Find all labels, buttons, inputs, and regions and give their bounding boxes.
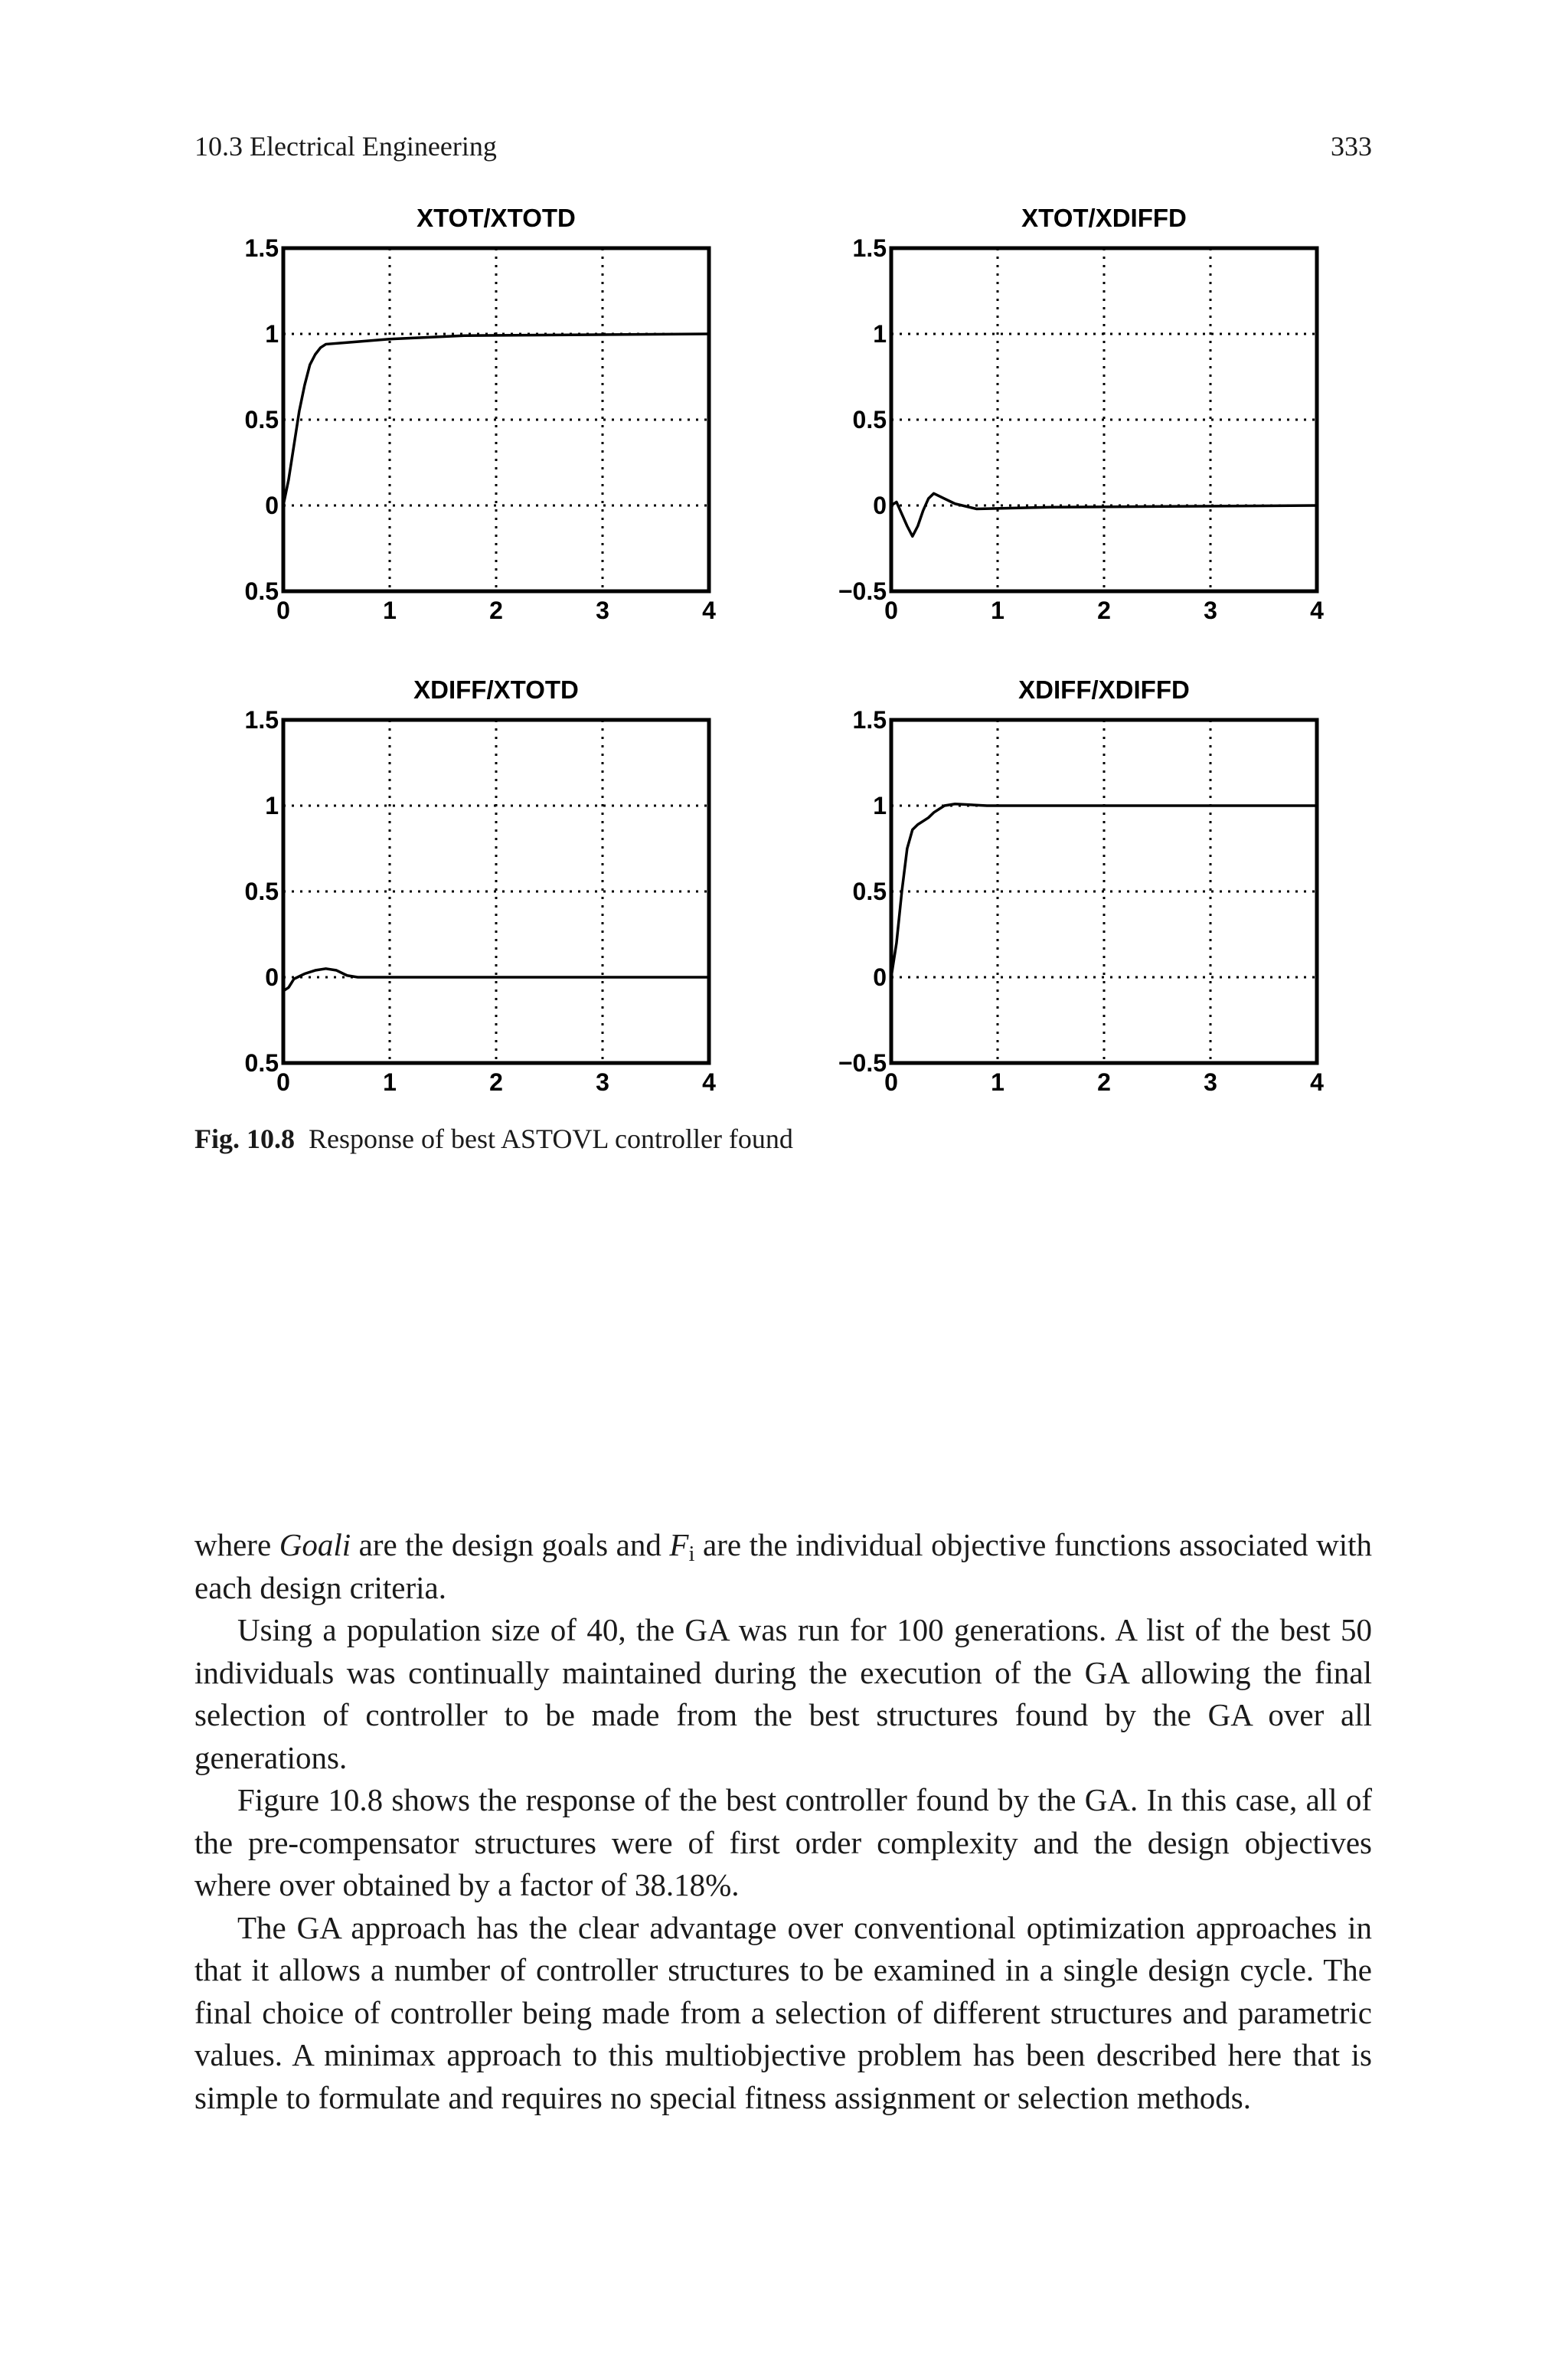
- page-number: 333: [1331, 131, 1372, 162]
- y-tick-label: 1.5: [244, 706, 279, 734]
- paragraph-text: Figure 10.8 shows the response of the best controller found by the GA. In this case, all of the pre-compensator structures were of first order complexity and the design objectives where over obtained by a factor of 38.18%.: [194, 1782, 1372, 1902]
- y-tick-label: 1: [265, 792, 279, 819]
- chart-title: XDIFF/XDIFFD: [1018, 675, 1190, 704]
- chart-panel: [838, 204, 1324, 624]
- paragraph: [194, 1609, 1372, 1779]
- y-tick-label: 1.5: [244, 234, 279, 262]
- y-tick-label: 1: [873, 320, 887, 348]
- x-tick-label: 2: [1097, 597, 1111, 624]
- figure-caption: [194, 1120, 1372, 1158]
- x-tick-label: 4: [1310, 1068, 1324, 1096]
- x-tick-label: 4: [702, 597, 716, 624]
- paragraph-text: i: [688, 1542, 695, 1567]
- y-tick-label: 0: [873, 492, 887, 519]
- paragraph-text: The GA approach has the clear advantage over conventional optimization approaches in that it allows a number of controller structures to be examined in a single design cycle. The final choice of controller being made from a selection of different structures and parametric values. A minimax approach to this multiobjective problem has been described here that is simple to formulate and requires no special fitness assignment or selection methods.: [194, 1909, 1372, 2115]
- running-head: [194, 127, 1372, 165]
- x-tick-label: 1: [383, 1068, 397, 1096]
- y-tick-label: 0.5: [244, 1049, 279, 1077]
- x-tick-label: 4: [1310, 597, 1324, 624]
- body-text: [194, 1524, 1372, 2119]
- section-title: 10.3 Electrical Engineering: [194, 131, 497, 162]
- x-tick-label: 0: [276, 1068, 290, 1096]
- x-tick-label: 3: [596, 597, 609, 624]
- x-tick-label: 2: [489, 1068, 503, 1096]
- chart-panel: [245, 204, 717, 624]
- figure-caption-label: Fig. 10.8: [194, 1123, 295, 1154]
- x-tick-label: 2: [1097, 1068, 1111, 1096]
- x-tick-label: 0: [884, 1068, 898, 1096]
- y-tick-label: 0.5: [852, 878, 887, 905]
- x-tick-label: 0: [276, 597, 290, 624]
- figure-caption-text: Response of best ASTOVL controller found: [309, 1123, 793, 1154]
- paragraph: [194, 1907, 1372, 2120]
- x-tick-label: 3: [1204, 1068, 1217, 1096]
- response-curve: [283, 969, 709, 991]
- chart-title: XTOT/XDIFFD: [1021, 204, 1187, 232]
- y-tick-label: 0: [265, 492, 279, 519]
- x-tick-label: 0: [884, 597, 898, 624]
- y-tick-label: 0: [873, 963, 887, 991]
- x-tick-label: 1: [991, 597, 1004, 624]
- paragraph: [194, 1524, 1372, 1609]
- x-tick-label: 2: [489, 597, 503, 624]
- y-tick-label: −0.5: [838, 1049, 887, 1077]
- paragraph-text: F: [669, 1527, 689, 1562]
- chart-panel: [838, 675, 1324, 1096]
- y-tick-label: 0.5: [852, 406, 887, 433]
- paragraph-text: are the design goals and: [351, 1527, 670, 1562]
- y-tick-label: 0.5: [244, 577, 279, 605]
- x-tick-label: 3: [596, 1068, 609, 1096]
- paragraph-text: Goali: [279, 1527, 351, 1562]
- y-tick-label: 0.5: [244, 406, 279, 433]
- paragraph-text: where: [194, 1527, 279, 1562]
- chart-panel: [245, 675, 717, 1096]
- x-tick-label: 1: [991, 1068, 1004, 1096]
- y-tick-label: −0.5: [838, 577, 887, 605]
- y-tick-label: 0: [265, 963, 279, 991]
- paragraph-text: are the individual objective functions associated with each design criteria.: [194, 1527, 1372, 1605]
- paragraph-text: Using a population size of 40, the GA was run for 100 generations. A list of the best 50 individuals was continually maintained during the execution of the GA allowing the final selection of controller to be made from the best structures found by the GA over all generations.: [194, 1612, 1372, 1775]
- chart-title: XDIFF/XTOTD: [413, 675, 579, 704]
- y-tick-label: 1.5: [852, 706, 887, 734]
- x-tick-label: 3: [1204, 597, 1217, 624]
- y-tick-label: 1: [265, 320, 279, 348]
- figure-response-plots: [214, 195, 1348, 1114]
- y-tick-label: 1.5: [852, 234, 887, 262]
- x-tick-label: 1: [383, 597, 397, 624]
- y-tick-label: 1: [873, 792, 887, 819]
- chart-title: XTOT/XTOTD: [416, 204, 576, 232]
- paragraph: [194, 1779, 1372, 1907]
- y-tick-label: 0.5: [244, 878, 279, 905]
- x-tick-label: 4: [702, 1068, 716, 1096]
- response-curve: [891, 493, 1317, 536]
